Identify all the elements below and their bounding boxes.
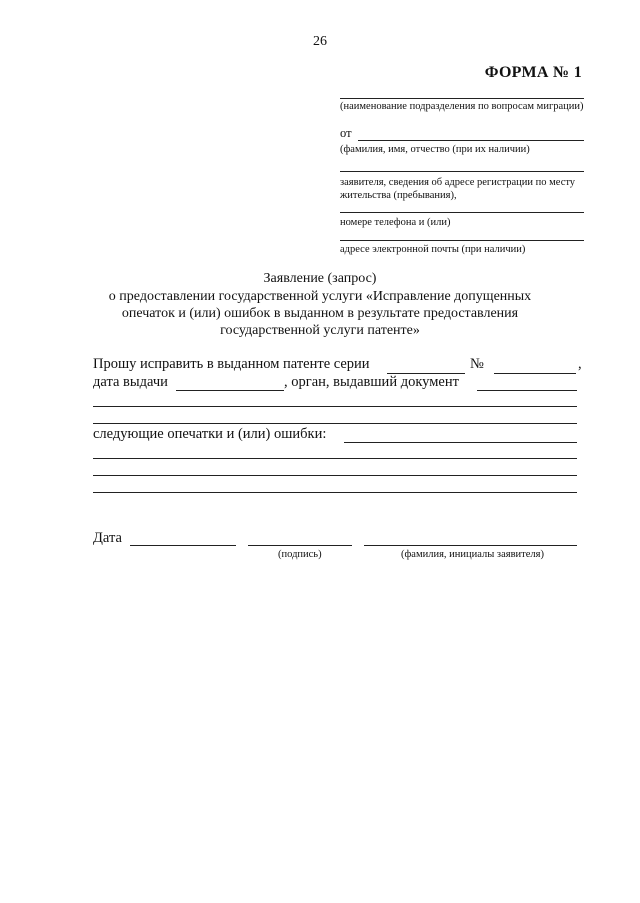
title-line-4: государственной услуги патенте»: [220, 323, 420, 338]
email-caption: адресе электронной почты (при наличии): [340, 244, 526, 255]
title-line-3: опечаток и (или) ошибок в выданном в результате предоставления: [121, 306, 519, 321]
signature-field[interactable]: [248, 545, 352, 546]
errors-field-line-3[interactable]: [93, 475, 577, 476]
number-label: №: [470, 356, 484, 372]
issuer-field-line-3[interactable]: [93, 423, 577, 424]
applicant-name-caption: (фамилия, имя, отчество (при их наличии): [340, 144, 530, 155]
errors-field[interactable]: [344, 442, 577, 443]
applicant-address-field[interactable]: [340, 171, 584, 172]
comma: ,: [578, 356, 582, 372]
page-number: 26: [313, 34, 327, 49]
request-text: Прошу исправить в выданном патенте серии: [93, 356, 370, 372]
errors-label: следующие опечатки и (или) ошибки:: [93, 426, 327, 442]
date-label: Дата: [93, 530, 122, 546]
from-label: от: [340, 126, 352, 140]
applicant-initials-field[interactable]: [364, 545, 577, 546]
department-caption: (наименование подразделения по вопросам миграции): [340, 101, 584, 112]
errors-field-line-2[interactable]: [93, 458, 577, 459]
applicant-initials-caption: (фамилия, инициалы заявителя): [401, 549, 544, 560]
title-line-2: о предоставлении государственной услуги «Исправление допущенных: [108, 289, 532, 304]
phone-caption: номере телефона и (или): [340, 217, 451, 228]
department-field[interactable]: [340, 98, 584, 99]
applicant-address-caption: заявителя, сведения об адресе регистрации по месту жительства (пребывания),: [340, 177, 576, 201]
issuer-label: , орган, выдавший документ: [284, 374, 459, 390]
issuer-field[interactable]: [477, 390, 577, 391]
issue-date-label: дата выдачи: [93, 374, 168, 390]
email-field[interactable]: [340, 240, 584, 241]
form-number: ФОРМА № 1: [484, 64, 582, 81]
date-field[interactable]: [130, 545, 236, 546]
phone-field[interactable]: [340, 212, 584, 213]
issuer-field-line-2[interactable]: [93, 406, 577, 407]
patent-number-field[interactable]: [494, 373, 576, 374]
signature-caption: (подпись): [278, 549, 322, 560]
issue-date-field[interactable]: [176, 390, 284, 391]
title-line-1: Заявление (запрос): [263, 271, 377, 286]
errors-field-line-4[interactable]: [93, 492, 577, 493]
applicant-name-field[interactable]: [358, 140, 584, 141]
